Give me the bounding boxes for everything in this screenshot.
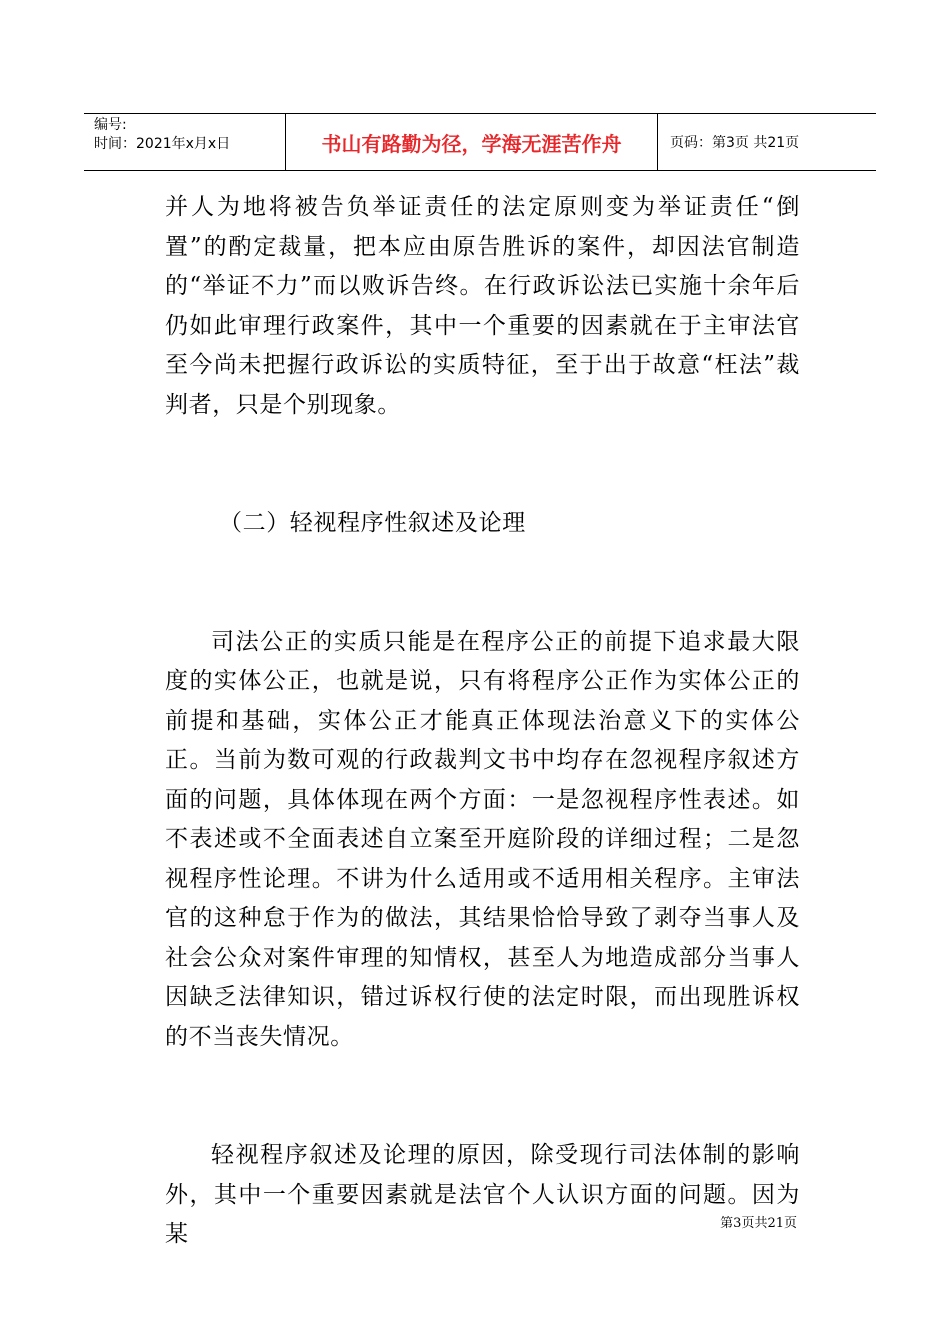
paragraph-3: 轻视程序叙述及论理的原因，除受现行司法体制的影响外，其中一个重要因素就是法官个人认识方面的问题。因为某 [165,1142,800,1247]
document-number-label: 编号: [94,117,127,133]
section-title: （二）轻视程序性叙述及论理 [219,510,526,536]
spacer [165,1057,800,1136]
header-page-info: 页码：第3页 共21页 [670,135,800,151]
paragraph-2: 司法公正的实质只能是在程序公正的前提下追求最大限度的实体公正，也就是说，只有将程序公正作为实体公正的前提和基础，实体公正才能真正体现法治意义下的实体公正。当前为数可观的行政裁判文书中均存在忽视程序叙述方面的问题，具体体现在两个方面：一是忽视程序性表述。如不表述或不全面表述自立案至开庭阶段的详细过程；二是忽视程序性论理。不讲为什么适用或不适用相关程序。主审法官的这种怠于作为的做法，其结果恰恰导致了剥夺当事人及社会公众对案件审理的知情权，甚至人为地造成部分当事人因缺乏法律知识，错过诉权行使的法定时限，而出现胜诉权的不当丧失情况。 [165,628,800,1050]
spacer [165,544,800,623]
document-time-label: 时间：2021年x月x日 [94,136,231,152]
document-header [84,113,876,171]
spacer [165,425,800,504]
header-motto: 书山有路勤为径，学海无涯苦作舟 [285,114,658,170]
paragraph-1: 并人为地将被告负举证责任的法定原则变为举证责任“倒置”的酌定裁量，把本应由原告胜诉的案件，却因法官制造的“举证不力”而以败诉告终。在行政诉讼法已实施十余年后仍如此审理行政案件，其中一个重要的因素就在于主审法官至今尚未把握行政诉讼的实质特征，至于出于故意“枉法”裁判者，只是个别现象。 [165,194,800,418]
header-meta [84,114,285,170]
page-footer: 第3页共21页 [720,1216,797,1231]
document-body [165,188,800,1255]
